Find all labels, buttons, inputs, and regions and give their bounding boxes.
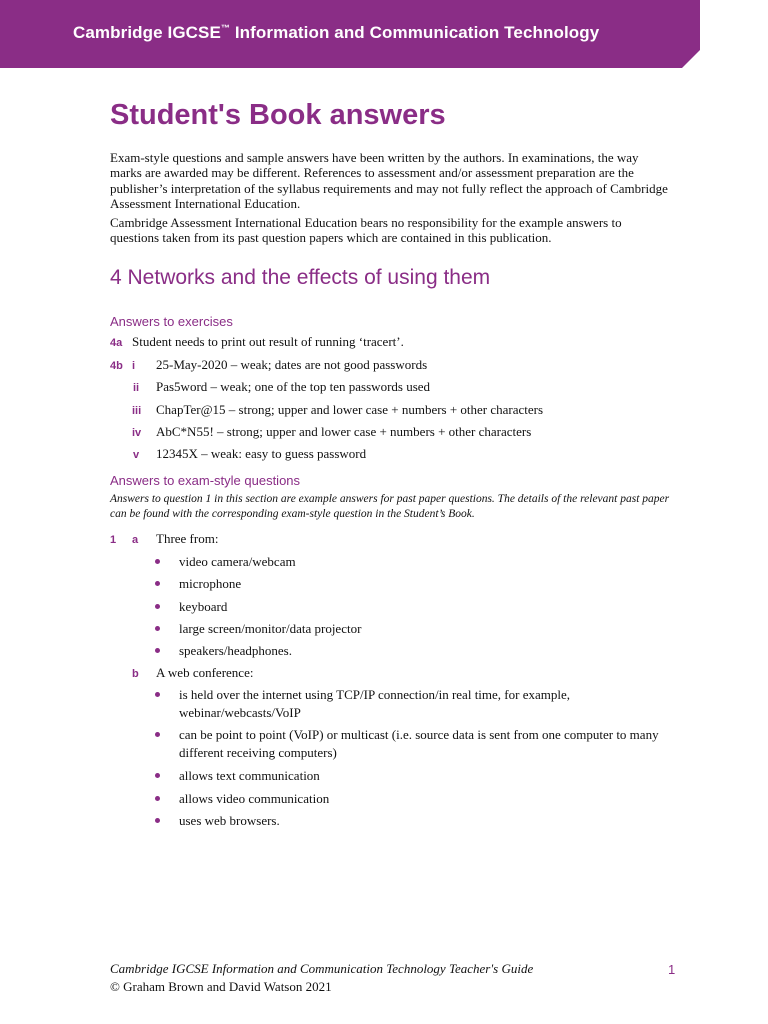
answer-4a <box>110 334 122 352</box>
bullet-text: video camera/webcam <box>179 554 296 569</box>
bullet-icon <box>155 796 160 801</box>
part-b-intro: A web conference: <box>156 665 254 680</box>
list-item <box>132 424 141 442</box>
intro <box>110 150 670 248</box>
bullet-icon <box>155 732 160 737</box>
footer-copyright: © Graham Brown and David Watson 2021 <box>110 979 332 994</box>
part-b-label <box>132 665 139 683</box>
bullet-icon <box>155 604 160 609</box>
bullet-text: keyboard <box>179 599 228 614</box>
list-item <box>155 767 680 785</box>
b-label: b <box>132 668 139 680</box>
item-label: iii <box>132 405 142 417</box>
list-item <box>155 598 680 616</box>
question-1-label <box>110 531 116 549</box>
answer-4a-label: 4a <box>110 337 123 349</box>
answer-4b-label-text: 4b <box>110 360 123 372</box>
header-title-main: Cambridge IGCSE <box>73 23 221 42</box>
list-item <box>155 575 680 593</box>
page-title: Student's Book answers <box>110 99 446 131</box>
bullet-text: is held over the internet using TCP/IP connection/in real time, for example, webinar/webcasts/VoIP <box>179 687 570 720</box>
bullet-text: allows text communication <box>179 768 320 783</box>
header-title <box>73 23 599 43</box>
item-label: ii <box>133 382 140 394</box>
list-item <box>155 642 680 660</box>
a-label: a <box>132 534 139 546</box>
part-a-label <box>132 531 138 549</box>
list-item <box>132 402 141 420</box>
bullet-icon <box>155 773 160 778</box>
exam-heading: Answers to exam-style questions <box>110 473 301 488</box>
item-label: i <box>132 360 136 372</box>
bullet-icon <box>155 581 160 586</box>
trademark-symbol: ™ <box>220 23 231 33</box>
bullet-icon <box>155 559 160 564</box>
item-label: v <box>133 449 140 461</box>
header-title-rest: Information and Communication Technology <box>230 23 600 42</box>
page-number: 1 <box>668 962 676 977</box>
bullet-text: allows video communication <box>179 791 330 806</box>
bullet-text: speakers/headphones. <box>179 643 292 658</box>
list-item <box>133 446 139 464</box>
list-item-text: Pas5word – weak; one of the top ten passwords used <box>156 379 431 394</box>
list-item-text: ChapTer@15 – strong; upper and lower case + numbers + other characters <box>156 402 544 417</box>
exam-note: Answers to question 1 in this section are example answers for past paper questions. The details of the relevant past paper can be found with the corresponding exam-style question in the Student’s Book. <box>110 493 670 520</box>
answer-4b-label <box>110 357 123 375</box>
bullet-icon <box>155 648 160 653</box>
list-item-text: 25-May-2020 – weak; dates are not good passwords <box>156 357 428 372</box>
intro-paragraph-1: Exam-style questions and sample answers have been written by the authors. In examinations, the way marks are awarded may be different. References to assessment and/or assessment preparation are the publisher’s interpretation of the syllabus requirements and may not fully reflect the approach of Cambridge Assessment International Education. <box>110 150 668 212</box>
exercises-heading: Answers to exercises <box>110 314 233 329</box>
bullet-text: can be point to point (VoIP) or multicast (i.e. source data is sent from one computer to many different receiving computers) <box>179 727 659 760</box>
bullet-icon <box>155 692 160 697</box>
answer-4a-text: Student needs to print out result of running ‘tracert’. <box>132 334 404 349</box>
list-item <box>155 726 680 761</box>
bullet-text: uses web browsers. <box>179 813 280 828</box>
list-item <box>155 686 680 721</box>
intro-paragraph-2: Cambridge Assessment International Education bears no responsibility for the example answers to questions taken from its past question papers which are contained in this publication. <box>110 214 622 246</box>
chapter-title: 4 Networks and the effects of using them <box>110 266 491 289</box>
bullet-icon <box>155 626 160 631</box>
list-item <box>155 812 680 830</box>
bullet-text: large screen/monitor/data projector <box>179 621 362 636</box>
list-item-text: AbC*N55! – strong; upper and lower case + numbers + other characters <box>156 424 532 439</box>
list-item <box>155 790 680 808</box>
q1-label: 1 <box>110 534 117 546</box>
list-item <box>155 553 680 571</box>
footer-book-title: Cambridge IGCSE Information and Communication Technology Teacher's Guide <box>110 961 534 976</box>
list-item-text: 12345X – weak: easy to guess password <box>156 446 367 461</box>
bullet-text: microphone <box>179 576 242 591</box>
bullet-icon <box>155 818 160 823</box>
list-item <box>132 357 135 375</box>
list-item <box>133 379 139 397</box>
list-item <box>155 620 680 638</box>
item-label: iv <box>132 427 142 439</box>
part-a-intro: Three from: <box>156 531 219 546</box>
